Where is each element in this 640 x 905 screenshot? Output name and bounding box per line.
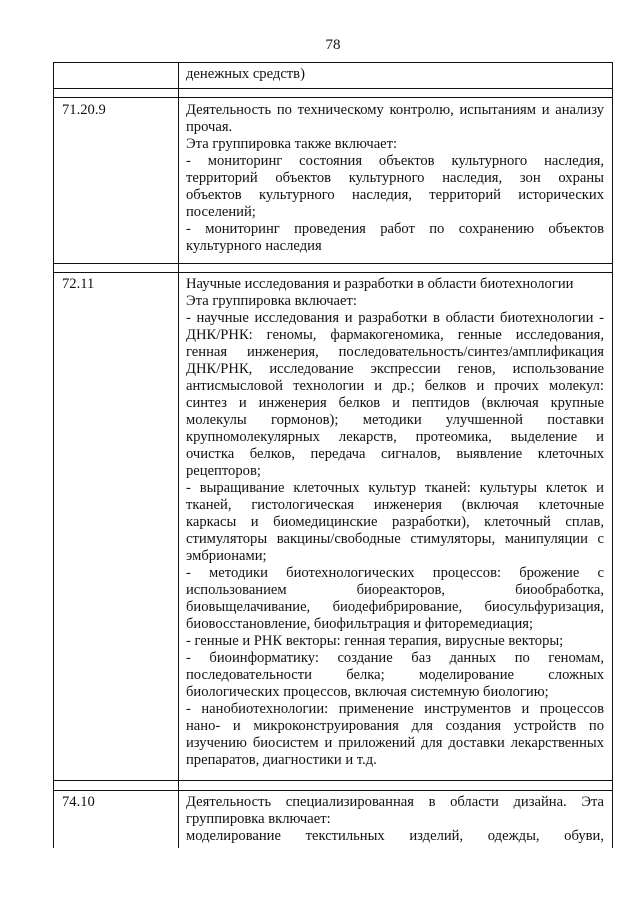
text-line: - нанобиотехнологии: применение инструментов и процессов (186, 701, 604, 717)
code-cell (54, 63, 179, 88)
description-cell (179, 791, 612, 848)
text-line: крупномолекулярных лекарств, протеомика, выделение и (186, 429, 604, 445)
text-line: поселений; (186, 204, 256, 220)
text-line: - биоинформатику: создание баз данных по геномам, (186, 650, 604, 666)
table-row (53, 62, 613, 88)
spacer-row (53, 88, 613, 97)
text-line: ДНК/РНК, исследование экспрессии генов, использование (186, 361, 604, 377)
text-line: использованием биореакторов, биообработка, (186, 582, 604, 598)
code-cell: 71.20.9 (54, 98, 179, 263)
table-row (53, 272, 613, 780)
text-line: объектов культурного наследия, территорий исторических (186, 187, 604, 203)
text-line: Эта группировка также включает: (186, 136, 398, 152)
spacer-description-cell (179, 264, 612, 272)
text-line: - методики биотехнологических процессов: брожение с (186, 565, 604, 581)
text-line: - мониторинг проведения работ по сохранению объектов (186, 221, 604, 237)
page-number: 78 (325, 37, 341, 53)
text-line: территорий объектов культурного наследия, зон охраны (186, 170, 604, 186)
text-line: каркасы и биомедицинские разработки), клеточный сплав, (186, 514, 604, 530)
text-line: стимуляторы вакцины/свободные стимуляторы, манипуляции с (186, 531, 604, 547)
text-line: очистка белков, передача сигналов, выявление клеточных (186, 446, 604, 462)
text-line: Эта группировка включает: (186, 293, 357, 309)
code-cell: 72.11 (54, 273, 179, 780)
text-line: молекулы гормонов); методики улучшенной поставки (186, 412, 604, 428)
text-line: нано- и микроконструирования для создания устройств по (186, 718, 604, 734)
spacer-code-cell (54, 89, 179, 97)
spacer-code-cell (54, 264, 179, 272)
text-line: группировка включает: (186, 811, 331, 827)
text-line: изучению биосистем и приложений для доставки лекарственных (186, 735, 604, 751)
code-cell: 74.10 (54, 791, 179, 848)
spacer-row (53, 263, 613, 272)
text-line: Научные исследования и разработки в области биотехнологии (186, 276, 574, 292)
text-line: тканей, гистологическая инженерия (включая клеточные (186, 497, 604, 513)
table-row (53, 790, 613, 848)
table-row (53, 97, 613, 263)
text-line: - генные и РНК векторы: генная терапия, вирусные векторы; (186, 633, 564, 649)
description-cell (179, 98, 612, 263)
text-line: препаратов, диагностики и т.д. (186, 752, 377, 768)
spacer-row (53, 780, 613, 790)
text-line: моделирование текстильных изделий, одежды, обуви, (186, 828, 604, 844)
spacer-description-cell (179, 781, 612, 790)
description-cell (179, 63, 612, 88)
spacer-description-cell (179, 89, 612, 97)
text-line: - научные исследования и разработки в области биотехнологии - (186, 310, 604, 326)
text-line: - мониторинг состояния объектов культурного наследия, (186, 153, 604, 169)
text-line: биовосстановление, биофильтрация и фиторемедиация; (186, 616, 534, 632)
text-line: эмбрионами; (186, 548, 267, 564)
text-line: культурного наследия (186, 238, 322, 254)
text-line: последовательности белка; моделирование сложных (186, 667, 604, 683)
text-line: - выращивание клеточных культур тканей: культуры клеток и (186, 480, 604, 496)
text-line: синтез и инженерия белков и пептидов (включая крупные (186, 395, 604, 411)
text-line: биологических процессов, включая системную биологию; (186, 684, 549, 700)
text-line: Деятельность специализированная в области дизайна. Эта (186, 794, 604, 810)
text-line: ДНК/РНК: геномы, фармакогеномика, генные исследования, (186, 327, 604, 343)
text-line: рецепторов; (186, 463, 261, 479)
text-line: генная инженерия, последовательность/синтез/амплификация (186, 344, 604, 360)
description-cell (179, 273, 612, 780)
text-line: антисмысловой технологии и др.; белков и прочих молекул: (186, 378, 604, 394)
text-line: Деятельность по техническому контролю, испытаниям и анализу (186, 102, 604, 118)
text-line: прочая. (186, 119, 233, 135)
text-line: денежных средств) (186, 66, 305, 82)
text-line: биовыщелачивание, биодефибрирование, биосульфуризация, (186, 599, 604, 615)
spacer-code-cell (54, 781, 179, 790)
